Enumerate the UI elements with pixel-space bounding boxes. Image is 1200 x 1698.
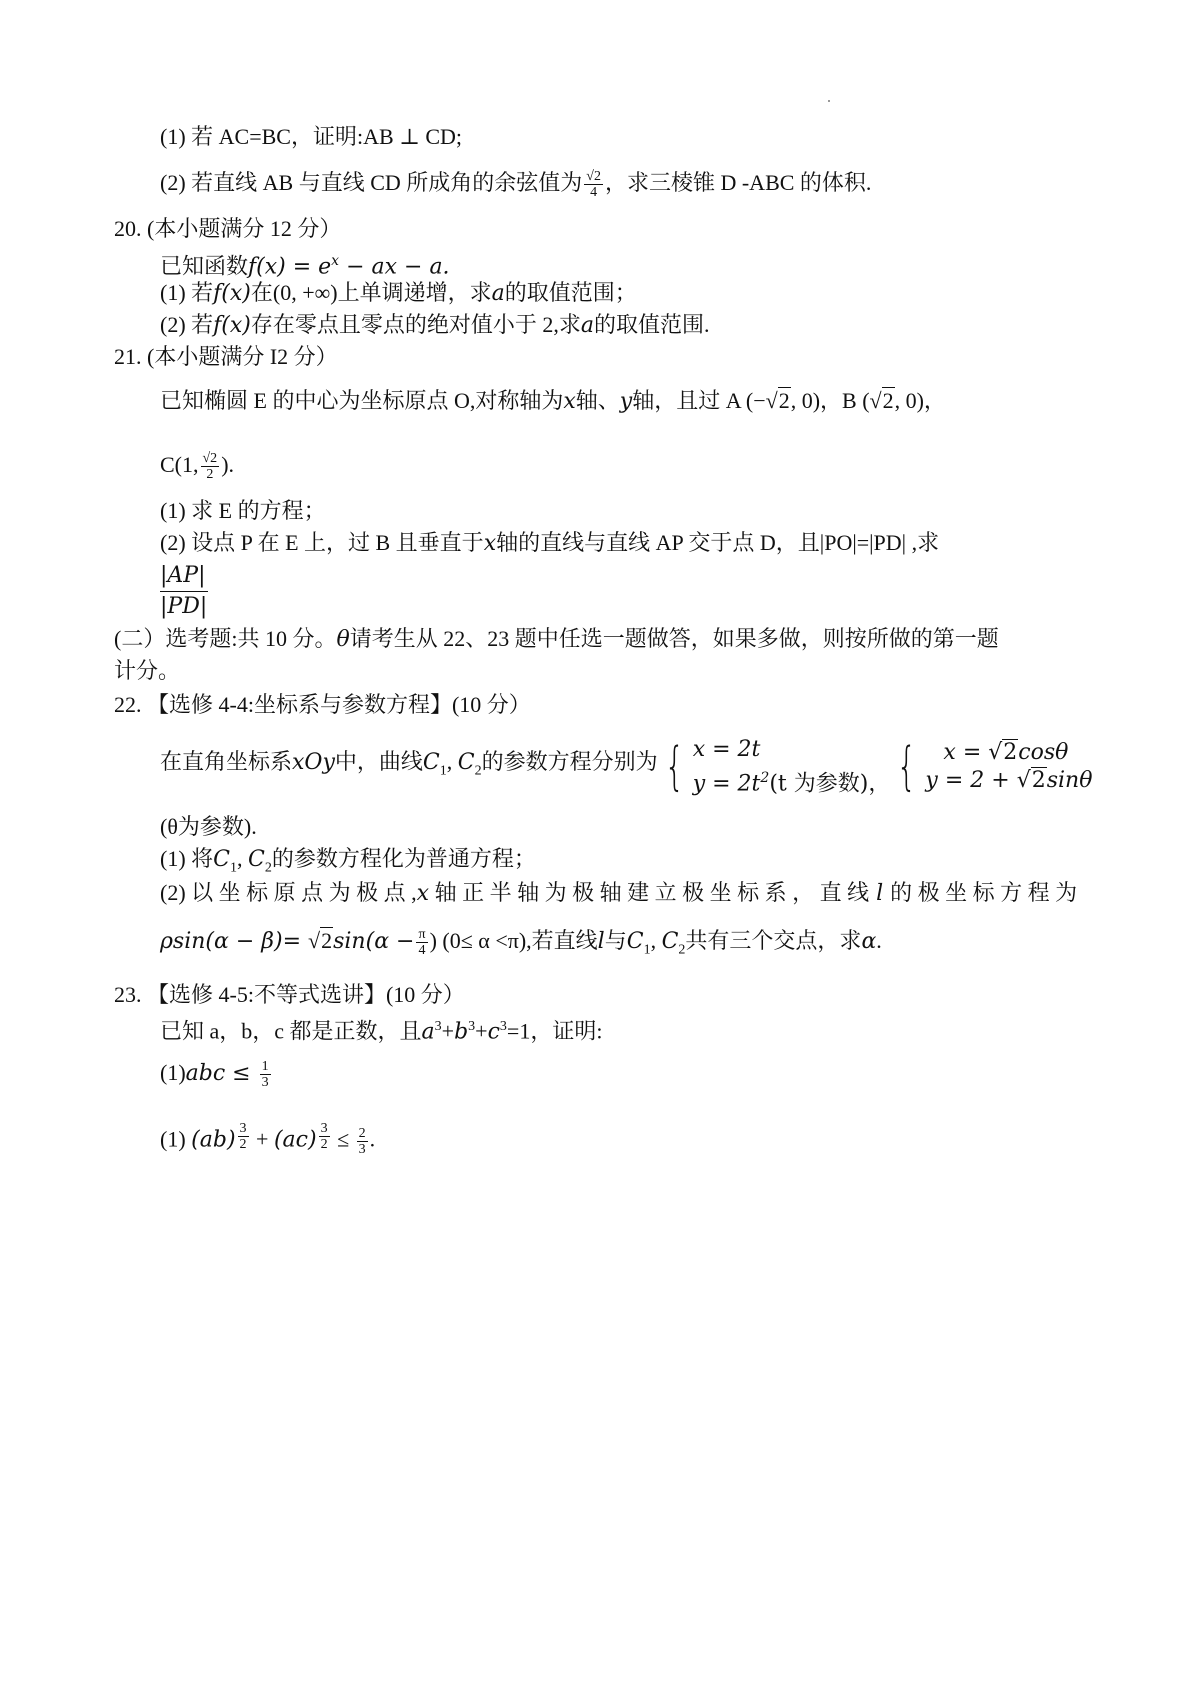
q23-part1: (1)abc ≤ $\frac{1}{3}$ <box>160 1059 269 1091</box>
q22-part1: (1) 将$C_1$, $C_2$的参数方程化为普通方程； <box>160 846 536 876</box>
q21-part1: (1) 求 E 的方程； <box>160 498 326 523</box>
q21-point-c: C(1, $\frac{√2}{2}$ ). <box>160 451 235 483</box>
q22-param-note: (θ为参数). <box>160 814 257 839</box>
q21-ratio-fraction: $\frac{|AP|}{|PD|}$ <box>160 563 208 619</box>
q20-header: 20. (本小题满分 12 分） <box>114 216 342 241</box>
q19-part2: (2) 若直线 AB 与直线 CD 所成角的余弦值为 $\frac{√2}{4}$ ，求三棱锥 D -ABC 的体积. <box>160 169 872 201</box>
system-1: { x = 2t $y = 2t^2(t$ 为参数)， <box>664 737 891 798</box>
system-2: { x = √2cosθ y = 2 + √2sinθ <box>896 737 1093 798</box>
q20-stem: 已知函数$f(x) = e^x$ − ax − a. <box>160 253 450 280</box>
q23-stem: 已知 a，b，c 都是正数，且$a^3+b^3+c^3=1$，证明: <box>160 1018 603 1045</box>
q23-header: 23. 【选修 4-5:不等式选讲】(10 分） <box>114 982 465 1007</box>
q19-part1: (1) 若 AC=BC，证明:AB ⊥ CD; <box>160 124 463 149</box>
section2-instructions: (二）选考题:共 10 分。θ请考生从 22、23 题中任选一题做答，如果多做，则按所做的第一题 <box>114 626 999 652</box>
q23-part2: (1) (ab) $^{\frac{3}{2}}$ + (ac) $^{\frac{3}{2}}$ ≤ $\frac{2}{3}$ . <box>160 1121 376 1157</box>
stray-dot <box>828 100 830 102</box>
q21-part2: (2) 设点 P 在 E 上，过 B 且垂直于x轴的直线与直线 AP 交于点 D，且|PO|=|PD| ,求 <box>160 530 940 556</box>
cosine-fraction: $\frac{√2}{4}$ <box>586 169 601 201</box>
q22-part2: (2) 以 坐 标 原 点 为 极 点 ,x 轴 正 半 轴 为 极 轴 建 立 极 坐 标 系 ， 直 线 l 的 极 坐 标 方 程 为 <box>160 880 1078 906</box>
q22-part2-equation: ρsin(α − β)= √2sin(α − $\frac{\pi}{4}$ ) (0≤ α <π),若直线l与$C_1$, $C_2$共有三个交点，求α. <box>160 927 882 959</box>
q22-header: 22. 【选修 4-4:坐标系与参数方程】(10 分） <box>114 692 531 717</box>
q22-stem: 在直角坐标系xOy中，曲线$C_1$, $C_2$的参数方程分别为 { x = 2t $y = 2t^2(t$ 为参数)， { x = √2cosθ y = 2 + √2sinθ <box>160 737 1093 798</box>
q20-part1: (1) 若f(x)在(0, +∞)上单调递增，求a的取值范围； <box>160 280 637 306</box>
q20-part2: (2) 若f(x)存在零点且零点的绝对值小于 2,求a的取值范围. <box>160 312 710 338</box>
section2-instructions-cont: 计分。 <box>114 658 181 683</box>
q21-header: 21. (本小题满分 I2 分） <box>114 344 338 369</box>
q21-stem: 已知椭圆 E 的中心为坐标原点 O,对称轴为x轴、y轴，且过 A (−√2, 0)，B (√2, 0)， <box>160 388 946 414</box>
